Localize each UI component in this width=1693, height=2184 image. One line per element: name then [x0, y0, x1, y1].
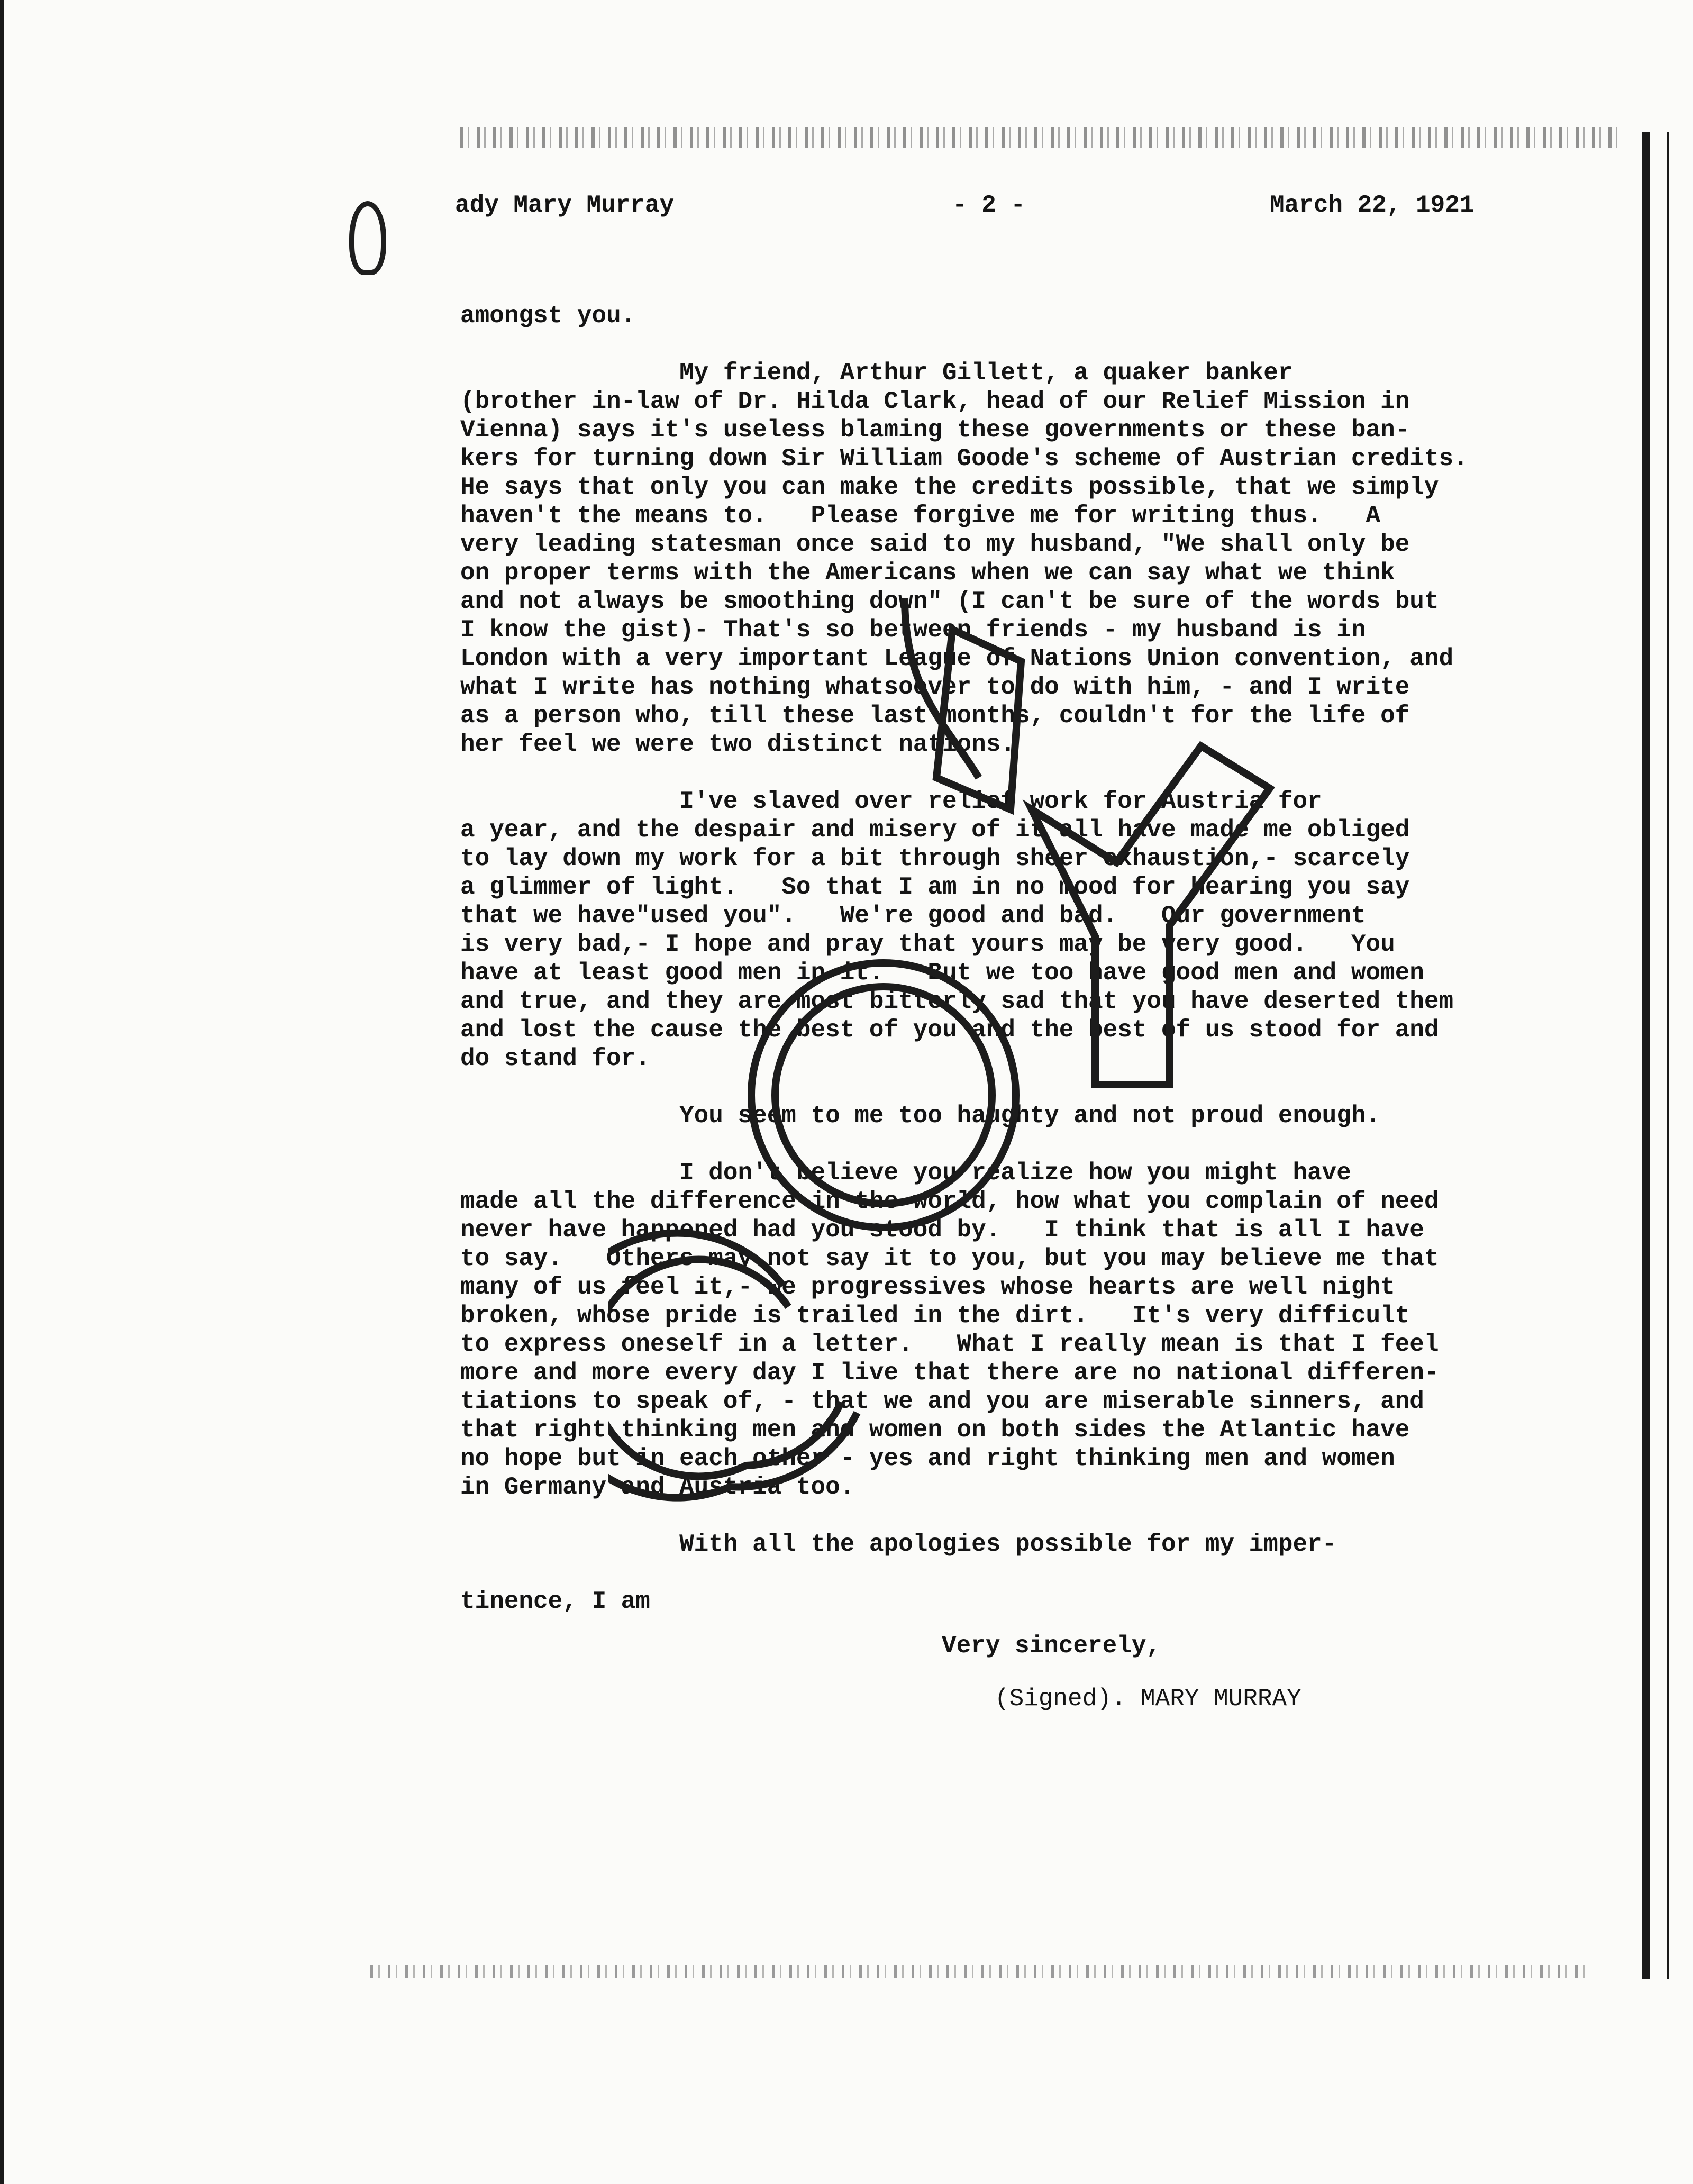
- letter-line: no hope but in each other - yes and right thinking men and women: [460, 1445, 1395, 1472]
- letter-line: tiations to speak of, - that we and you are miserable sinners, and: [460, 1388, 1424, 1415]
- blank-line: [460, 1073, 1640, 1102]
- header-page-number: - 2 -: [952, 192, 1026, 219]
- blank-line: [460, 1559, 1640, 1587]
- letter-line: to say. Others may not say it to you, but you may believe me that: [460, 1245, 1439, 1272]
- letter-line: You seem to me too haughty and not proud enough.: [460, 1102, 1381, 1130]
- scan-noise-top: [460, 127, 1624, 148]
- letter-line: My friend, Arthur Gillett, a quaker banker: [460, 359, 1293, 387]
- signature-line: (Signed). MARY MURRAY: [995, 1685, 1301, 1713]
- letter-line: on proper terms with the Americans when we can say what we think: [460, 559, 1395, 587]
- letter-line: what I write has nothing whatsoever to do with him, - and I write: [460, 674, 1410, 701]
- letter-line: have at least good men in it. But we too have good men and women: [460, 959, 1424, 987]
- letter-line: to express oneself in a letter. What I really mean is that I feel: [460, 1331, 1439, 1358]
- blank-line: [460, 1502, 1640, 1530]
- letter-line: kers for turning down Sir William Goode's scheme of Austrian credits.: [460, 445, 1468, 472]
- letter-line: many of us feel it,- we progressives whose hearts are well night: [460, 1273, 1395, 1301]
- letter-line: I know the gist)- That's so between friends - my husband is in: [460, 616, 1366, 644]
- letter-line: (brother in-law of Dr. Hilda Clark, head of our Relief Mission in: [460, 388, 1410, 415]
- letter-line: Vienna) says it's useless blaming these governments or these ban-: [460, 416, 1410, 444]
- letter-line: made all the difference in the world, how what you complain of need: [460, 1188, 1439, 1215]
- letter-line: do stand for.: [460, 1045, 650, 1072]
- letter-line: tinence, I am: [460, 1588, 650, 1615]
- letter-line: in Germany and Austria too.: [460, 1473, 855, 1501]
- letter-line: and not always be smoothing down" (I can't be sure of the words but: [460, 588, 1439, 615]
- blank-line: [460, 759, 1640, 787]
- letter-header: [455, 192, 1545, 229]
- letter-line: With all the apologies possible for my imper-: [460, 1531, 1337, 1558]
- letter-line: I've slaved over relief work for Austria for: [460, 788, 1322, 815]
- scan-edge-left: [0, 0, 4, 2184]
- punch-hole-mark: [349, 201, 386, 275]
- letter-line: as a person who, till these last months, couldn't for the life of: [460, 702, 1410, 730]
- letter-line: and true, and they are most bitterly sad that you have deserted them: [460, 988, 1454, 1015]
- letter-line: broken, whose pride is trailed in the dirt. It's very difficult: [460, 1302, 1410, 1330]
- complimentary-close: Very sincerely,: [942, 1632, 1161, 1660]
- blank-line: [460, 1130, 1640, 1159]
- blank-line: [460, 330, 1640, 359]
- letter-line: a glimmer of light. So that I am in no mood for hearing you say: [460, 873, 1410, 901]
- letter-line: never have happened had you stood by. I think that is all I have: [460, 1216, 1424, 1244]
- header-date: March 22, 1921: [1270, 192, 1474, 219]
- letter-line: is very bad,- I hope and pray that yours may be very good. You: [460, 931, 1395, 958]
- letter-line: London with a very important League of Nations Union convention, and: [460, 645, 1454, 672]
- letter-line: that we have"used you". We're good and bad. Our government: [460, 902, 1366, 930]
- letter-line: that right thinking men and women on both sides the Atlantic have: [460, 1416, 1410, 1444]
- header-addressee: ady Mary Murray: [455, 192, 675, 219]
- letter-line: very leading statesman once said to my husband, "We shall only be: [460, 531, 1410, 558]
- letter-line: amongst you.: [460, 302, 636, 330]
- letter-line: a year, and the despair and misery of it all have made me obliged: [460, 816, 1410, 844]
- letter-line: to lay down my work for a bit through sheer exhaustion,- scarcely: [460, 845, 1410, 872]
- letter-body: [460, 302, 1640, 1616]
- letter-line: haven't the means to. Please forgive me for writing thus. A: [460, 502, 1381, 530]
- letter-line: her feel we were two distinct nations.: [460, 731, 1015, 758]
- letter-line: and lost the cause the best of you and the best of us stood for and: [460, 1016, 1439, 1044]
- letter-line: I don't believe you realize how you might have: [460, 1159, 1351, 1187]
- letter-line: more and more every day I live that there are no national differen-: [460, 1359, 1439, 1387]
- letter-line: He says that only you can make the credits possible, that we simply: [460, 474, 1439, 501]
- scan-noise-bottom: [370, 1965, 1587, 1978]
